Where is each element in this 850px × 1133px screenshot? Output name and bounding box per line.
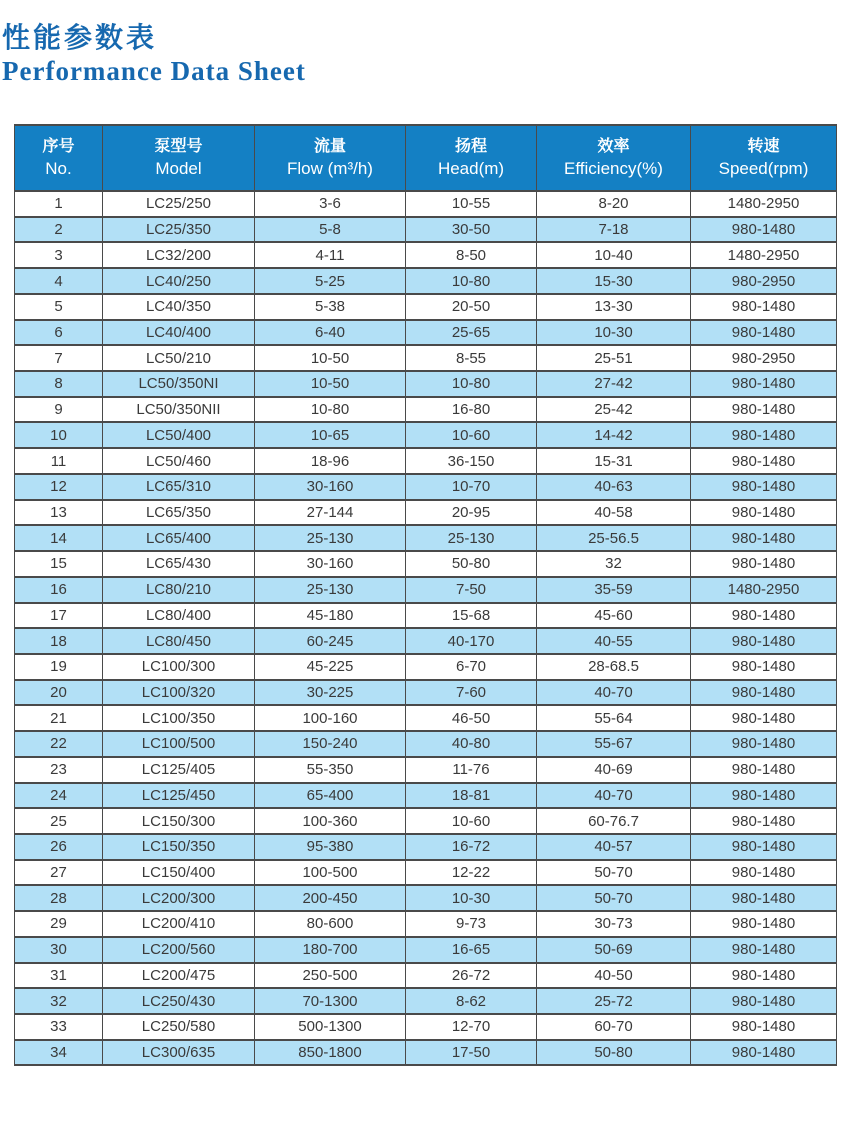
- table-row: [15, 449, 837, 475]
- table-cell: 980-1480: [691, 501, 837, 527]
- table-cell: 40-70: [537, 681, 691, 707]
- table-cell: 8-50: [406, 243, 537, 269]
- table-cell: 10-70: [406, 475, 537, 501]
- table-cell: 13: [15, 501, 103, 527]
- table-row: [15, 989, 837, 1015]
- table-cell: 45-180: [255, 604, 406, 630]
- table-cell: 980-1480: [691, 372, 837, 398]
- page-title-block: [2, 20, 306, 86]
- column-header-head-en: Head(m): [437, 159, 505, 178]
- table-cell: 980-2950: [691, 269, 837, 295]
- table-cell: 95-380: [255, 835, 406, 861]
- table-cell: LC25/250: [103, 192, 255, 218]
- table-cell: 25-51: [537, 346, 691, 372]
- column-header-flow: [255, 126, 406, 192]
- table-cell: 35-59: [537, 578, 691, 604]
- table-cell: LC80/450: [103, 629, 255, 655]
- table-row: [15, 295, 837, 321]
- table-cell: 10-30: [406, 886, 537, 912]
- table-cell: 28-68.5: [537, 655, 691, 681]
- table-cell: 25-130: [255, 578, 406, 604]
- table-row: [15, 423, 837, 449]
- table-cell: 40-80: [406, 732, 537, 758]
- table-cell: 36-150: [406, 449, 537, 475]
- table-cell: 17: [15, 604, 103, 630]
- table-body: [15, 192, 837, 1066]
- table-cell: 10-60: [406, 809, 537, 835]
- table-cell: 980-1480: [691, 552, 837, 578]
- table-row: [15, 886, 837, 912]
- table-cell: 1480-2950: [691, 578, 837, 604]
- table-cell: 980-1480: [691, 423, 837, 449]
- table-row: [15, 346, 837, 372]
- table-cell: 30-160: [255, 552, 406, 578]
- table-cell: LC125/450: [103, 784, 255, 810]
- table-cell: 25-65: [406, 321, 537, 347]
- table-cell: 14-42: [537, 423, 691, 449]
- column-header-flow-zh: 流量: [313, 138, 346, 155]
- table-cell: 20: [15, 681, 103, 707]
- table-cell: 980-1480: [691, 835, 837, 861]
- table-row: [15, 372, 837, 398]
- table-cell: 22: [15, 732, 103, 758]
- table-cell: 1480-2950: [691, 192, 837, 218]
- table-cell: 15: [15, 552, 103, 578]
- table-cell: 40-55: [537, 629, 691, 655]
- table-cell: 11-76: [406, 758, 537, 784]
- table-cell: 40-170: [406, 629, 537, 655]
- table-cell: 40-63: [537, 475, 691, 501]
- table-cell: 60-76.7: [537, 809, 691, 835]
- table-cell: 29: [15, 912, 103, 938]
- table-row: [15, 938, 837, 964]
- table-cell: 17-50: [406, 1041, 537, 1067]
- table-cell: LC200/475: [103, 964, 255, 990]
- table-cell: LC150/400: [103, 861, 255, 887]
- table-cell: 980-1480: [691, 475, 837, 501]
- table-row: [15, 321, 837, 347]
- table-cell: 7-18: [537, 218, 691, 244]
- table-cell: 3: [15, 243, 103, 269]
- table-cell: 5-8: [255, 218, 406, 244]
- table-cell: 980-1480: [691, 758, 837, 784]
- table-cell: 40-70: [537, 784, 691, 810]
- table-cell: 16-80: [406, 398, 537, 424]
- table-cell: 34: [15, 1041, 103, 1067]
- table-cell: 16-65: [406, 938, 537, 964]
- table-cell: LC150/300: [103, 809, 255, 835]
- table-cell: LC100/320: [103, 681, 255, 707]
- table-cell: 27-144: [255, 501, 406, 527]
- table-cell: 4: [15, 269, 103, 295]
- table-row: [15, 861, 837, 887]
- table-cell: 4-11: [255, 243, 406, 269]
- table-cell: LC125/405: [103, 758, 255, 784]
- column-header-model: [103, 126, 255, 192]
- column-header-flow-en: Flow (m³/h): [287, 159, 373, 178]
- table-cell: 7-60: [406, 681, 537, 707]
- table-cell: 500-1300: [255, 1015, 406, 1041]
- table-cell: 25-56.5: [537, 526, 691, 552]
- table-cell: 6-40: [255, 321, 406, 347]
- table-cell: 16-72: [406, 835, 537, 861]
- table-cell: 10-40: [537, 243, 691, 269]
- table-cell: 980-1480: [691, 1015, 837, 1041]
- table-cell: 8: [15, 372, 103, 398]
- table-cell: 50-70: [537, 886, 691, 912]
- table-cell: 980-1480: [691, 218, 837, 244]
- table-cell: 9: [15, 398, 103, 424]
- table-cell: 100-500: [255, 861, 406, 887]
- column-header-no-zh: 序号: [42, 138, 75, 155]
- table-cell: LC80/210: [103, 578, 255, 604]
- page-title-chinese: 性能参数表: [2, 21, 158, 54]
- table-cell: 1: [15, 192, 103, 218]
- table-cell: 7-50: [406, 578, 537, 604]
- table-cell: 980-1480: [691, 1041, 837, 1067]
- column-header-speed: [691, 126, 837, 192]
- table-cell: 21: [15, 706, 103, 732]
- table-cell: 980-1480: [691, 681, 837, 707]
- table-cell: 24: [15, 784, 103, 810]
- table-cell: LC100/350: [103, 706, 255, 732]
- table-cell: 26-72: [406, 964, 537, 990]
- table-cell: 15-68: [406, 604, 537, 630]
- performance-data-table: [14, 124, 837, 1066]
- table-cell: 25: [15, 809, 103, 835]
- table-row: [15, 192, 837, 218]
- table-cell: 980-1480: [691, 784, 837, 810]
- table-cell: 55-350: [255, 758, 406, 784]
- table-cell: 980-1480: [691, 912, 837, 938]
- table-cell: 980-1480: [691, 809, 837, 835]
- column-header-no-en: No.: [45, 159, 72, 178]
- table-cell: 10-80: [406, 372, 537, 398]
- table-cell: LC200/300: [103, 886, 255, 912]
- table-cell: 25-42: [537, 398, 691, 424]
- table-cell: LC65/400: [103, 526, 255, 552]
- table-cell: LC40/250: [103, 269, 255, 295]
- table-row: [15, 964, 837, 990]
- table-cell: LC50/350NI: [103, 372, 255, 398]
- table-row: [15, 655, 837, 681]
- table-cell: 60-245: [255, 629, 406, 655]
- table-cell: 1480-2950: [691, 243, 837, 269]
- table-cell: LC250/430: [103, 989, 255, 1015]
- table-cell: 8-55: [406, 346, 537, 372]
- table-cell: 7: [15, 346, 103, 372]
- table-cell: 100-360: [255, 809, 406, 835]
- table-cell: LC40/350: [103, 295, 255, 321]
- table-cell: 10-50: [255, 346, 406, 372]
- table-cell: 55-67: [537, 732, 691, 758]
- table-cell: 15-31: [537, 449, 691, 475]
- table-cell: 11: [15, 449, 103, 475]
- table-cell: 45-60: [537, 604, 691, 630]
- table-cell: 980-1480: [691, 655, 837, 681]
- table-cell: LC40/400: [103, 321, 255, 347]
- table-header: [15, 126, 837, 192]
- table-cell: LC80/400: [103, 604, 255, 630]
- table-row: [15, 732, 837, 758]
- table-cell: 20-50: [406, 295, 537, 321]
- table-row: [15, 604, 837, 630]
- table-cell: 50-69: [537, 938, 691, 964]
- table-cell: 50-80: [406, 552, 537, 578]
- table-cell: 15-30: [537, 269, 691, 295]
- table-cell: 10-30: [537, 321, 691, 347]
- table-cell: 250-500: [255, 964, 406, 990]
- table-cell: 980-1480: [691, 732, 837, 758]
- table-cell: 31: [15, 964, 103, 990]
- table-cell: 3-6: [255, 192, 406, 218]
- table-cell: 55-64: [537, 706, 691, 732]
- table-cell: 12: [15, 475, 103, 501]
- table-cell: 12-70: [406, 1015, 537, 1041]
- column-header-efficiency: [537, 126, 691, 192]
- table-cell: 25-130: [406, 526, 537, 552]
- table-cell: LC65/350: [103, 501, 255, 527]
- table-row: [15, 835, 837, 861]
- table-row: [15, 784, 837, 810]
- table-cell: 980-1480: [691, 604, 837, 630]
- table-cell: 60-70: [537, 1015, 691, 1041]
- table-cell: 18-96: [255, 449, 406, 475]
- table-cell: 28: [15, 886, 103, 912]
- table-cell: 25-130: [255, 526, 406, 552]
- table-cell: 6-70: [406, 655, 537, 681]
- table-cell: 30-225: [255, 681, 406, 707]
- column-header-efficiency-zh: 效率: [597, 138, 630, 155]
- table-cell: 70-1300: [255, 989, 406, 1015]
- table-cell: 5-25: [255, 269, 406, 295]
- table-cell: 14: [15, 526, 103, 552]
- column-header-model-en: Model: [155, 159, 202, 178]
- table-cell: 8-62: [406, 989, 537, 1015]
- table-cell: 200-450: [255, 886, 406, 912]
- table-cell: 30-160: [255, 475, 406, 501]
- table-cell: 9-73: [406, 912, 537, 938]
- table-cell: 40-50: [537, 964, 691, 990]
- table-cell: 10: [15, 423, 103, 449]
- table-cell: 18-81: [406, 784, 537, 810]
- table-cell: 80-600: [255, 912, 406, 938]
- table-row: [15, 809, 837, 835]
- table-row: [15, 526, 837, 552]
- table-cell: LC50/400: [103, 423, 255, 449]
- table-row: [15, 269, 837, 295]
- table-row: [15, 501, 837, 527]
- table-row: [15, 578, 837, 604]
- table-cell: 980-1480: [691, 886, 837, 912]
- table-cell: 980-1480: [691, 449, 837, 475]
- table-cell: 13-30: [537, 295, 691, 321]
- table-cell: 32: [15, 989, 103, 1015]
- table-cell: 20-95: [406, 501, 537, 527]
- table-cell: LC50/210: [103, 346, 255, 372]
- table-cell: 27: [15, 861, 103, 887]
- table-row: [15, 629, 837, 655]
- table-cell: 45-225: [255, 655, 406, 681]
- table-cell: 23: [15, 758, 103, 784]
- table-cell: LC100/300: [103, 655, 255, 681]
- table-cell: LC100/500: [103, 732, 255, 758]
- table-cell: 10-80: [255, 398, 406, 424]
- column-header-speed-en: Speed(rpm): [718, 159, 809, 178]
- table-cell: 25-72: [537, 989, 691, 1015]
- table-cell: 8-20: [537, 192, 691, 218]
- table-cell: 980-1480: [691, 398, 837, 424]
- table-row: [15, 706, 837, 732]
- table-cell: 33: [15, 1015, 103, 1041]
- table-cell: LC150/350: [103, 835, 255, 861]
- table-cell: 30: [15, 938, 103, 964]
- table-cell: 30-50: [406, 218, 537, 244]
- table-cell: 10-80: [406, 269, 537, 295]
- table-cell: 150-240: [255, 732, 406, 758]
- table-cell: 16: [15, 578, 103, 604]
- column-header-no: [15, 126, 103, 192]
- table-cell: 40-58: [537, 501, 691, 527]
- table-cell: LC65/310: [103, 475, 255, 501]
- table-cell: 40-57: [537, 835, 691, 861]
- table-cell: 980-1480: [691, 295, 837, 321]
- table-cell: 10-65: [255, 423, 406, 449]
- table-cell: 980-2950: [691, 346, 837, 372]
- column-header-efficiency-en: Efficiency(%): [564, 159, 663, 178]
- table-cell: 850-1800: [255, 1041, 406, 1067]
- page-title-english: Performance Data Sheet: [2, 56, 306, 86]
- table-row: [15, 912, 837, 938]
- table-cell: 50-70: [537, 861, 691, 887]
- table-cell: 980-1480: [691, 629, 837, 655]
- table-cell: 6: [15, 321, 103, 347]
- table-cell: 10-60: [406, 423, 537, 449]
- table-cell: 46-50: [406, 706, 537, 732]
- table-cell: LC200/410: [103, 912, 255, 938]
- table-row: [15, 681, 837, 707]
- column-header-model-zh: 泵型号: [154, 138, 203, 155]
- table-cell: LC50/460: [103, 449, 255, 475]
- table-cell: 26: [15, 835, 103, 861]
- table-row: [15, 1015, 837, 1041]
- table-cell: 100-160: [255, 706, 406, 732]
- column-header-speed-zh: 转速: [747, 138, 780, 155]
- table-cell: 2: [15, 218, 103, 244]
- table-cell: 10-50: [255, 372, 406, 398]
- table-header-row: [15, 126, 837, 192]
- table-cell: 18: [15, 629, 103, 655]
- table-cell: 10-55: [406, 192, 537, 218]
- column-header-head-zh: 扬程: [454, 138, 487, 155]
- table-cell: 12-22: [406, 861, 537, 887]
- table-row: [15, 758, 837, 784]
- table-row: [15, 552, 837, 578]
- table-cell: 5: [15, 295, 103, 321]
- table-cell: 19: [15, 655, 103, 681]
- table-row: [15, 218, 837, 244]
- table-cell: 980-1480: [691, 964, 837, 990]
- table-cell: 980-1480: [691, 861, 837, 887]
- table-cell: LC250/580: [103, 1015, 255, 1041]
- table-cell: 980-1480: [691, 938, 837, 964]
- table-cell: 5-38: [255, 295, 406, 321]
- table-cell: 180-700: [255, 938, 406, 964]
- table-cell: 40-69: [537, 758, 691, 784]
- table-cell: LC65/430: [103, 552, 255, 578]
- table-row: [15, 475, 837, 501]
- table-cell: 65-400: [255, 784, 406, 810]
- table-cell: 980-1480: [691, 989, 837, 1015]
- table-cell: LC300/635: [103, 1041, 255, 1067]
- table-row: [15, 243, 837, 269]
- table-cell: LC200/560: [103, 938, 255, 964]
- table-cell: 50-80: [537, 1041, 691, 1067]
- table-cell: 980-1480: [691, 526, 837, 552]
- table-cell: 27-42: [537, 372, 691, 398]
- table-cell: 30-73: [537, 912, 691, 938]
- table-cell: LC25/350: [103, 218, 255, 244]
- table-cell: 980-1480: [691, 321, 837, 347]
- table-cell: 980-1480: [691, 706, 837, 732]
- table-cell: LC32/200: [103, 243, 255, 269]
- table-row: [15, 398, 837, 424]
- column-header-head: [406, 126, 537, 192]
- table-row: [15, 1041, 837, 1067]
- table-cell: LC50/350NII: [103, 398, 255, 424]
- table-cell: 32: [537, 552, 691, 578]
